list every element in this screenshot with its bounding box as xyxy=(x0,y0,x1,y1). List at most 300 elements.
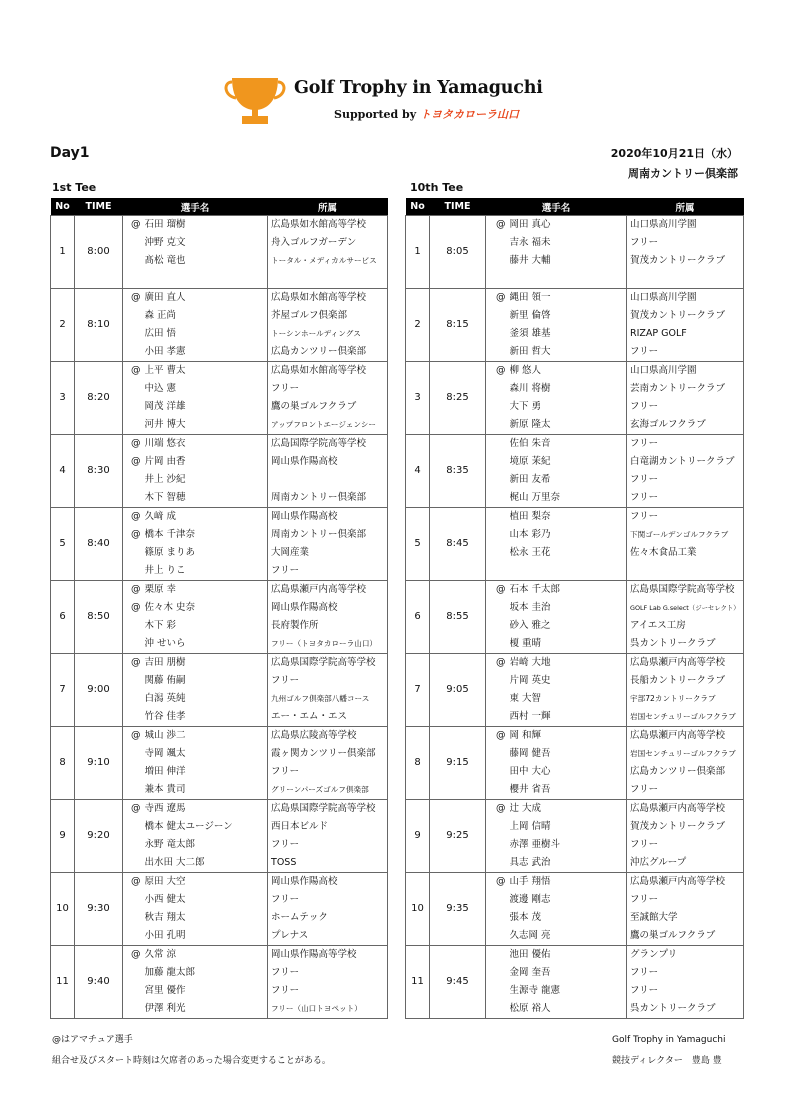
amateur-mark xyxy=(486,927,510,946)
col-no: No xyxy=(51,198,75,216)
player-name: 坂本 圭治 xyxy=(509,602,551,613)
amateur-mark xyxy=(123,252,145,270)
player-name: 関藤 侑嗣 xyxy=(144,675,186,686)
player-affiliation: フリー xyxy=(268,891,388,909)
amateur-mark xyxy=(123,617,145,635)
tee-time: 8:15 xyxy=(430,289,486,362)
amateur-mark xyxy=(123,781,145,800)
player-name: 岡田 真心 xyxy=(510,216,627,235)
player-row xyxy=(51,654,388,673)
group-number: 9 xyxy=(51,800,75,873)
tee-time: 9:20 xyxy=(75,800,123,873)
player-affiliation: 九州ゴルフ倶楽部八幡コース xyxy=(268,690,388,708)
amateur-mark xyxy=(123,818,145,836)
player-name: 寺西 遼馬 xyxy=(145,800,268,819)
player-affiliation: 呉カントリークラブ xyxy=(627,1000,744,1019)
player-name: 寺岡 颯太 xyxy=(144,748,186,759)
amateur-mark xyxy=(486,270,510,289)
amateur-mark xyxy=(123,270,145,289)
trophy-icon xyxy=(222,72,288,126)
player-affiliation: アップフロントエージェンシー xyxy=(268,416,388,435)
player-row xyxy=(51,435,388,454)
player-name: 新里 倫啓 xyxy=(509,310,551,321)
player-name: 田中 大心 xyxy=(509,766,551,777)
player-name: 木下 彩 xyxy=(144,620,177,631)
event-title: Golf Trophy in Yamaguchi xyxy=(294,78,543,98)
group-number: 5 xyxy=(51,508,75,581)
player-name: 大下 勇 xyxy=(509,401,542,412)
col-time: TIME xyxy=(75,198,123,216)
player-affiliation: フリー xyxy=(627,964,744,982)
player-affiliation: 岡山県作陽高校 xyxy=(268,453,388,471)
amateur-mark xyxy=(486,599,510,617)
amateur-mark xyxy=(123,343,145,362)
player-name: 境原 茉紀 xyxy=(509,456,551,467)
amateur-mark xyxy=(123,708,145,727)
player-affiliation: 広島県如水館高等学校 xyxy=(268,289,388,308)
player-affiliation: 賀茂カントリークラブ xyxy=(627,818,744,836)
group-number: 2 xyxy=(51,289,75,362)
player-name xyxy=(510,562,627,581)
player-name: 生源寺 龍憲 xyxy=(509,985,561,996)
player-name: 新田 哲大 xyxy=(510,343,627,362)
player-name: 上岡 信晴 xyxy=(509,821,551,832)
player-affiliation: 呉カントリークラブ xyxy=(627,635,744,654)
tee-time: 9:05 xyxy=(430,654,486,727)
group-number: 2 xyxy=(406,289,430,362)
player-name: 河井 博大 xyxy=(145,416,268,435)
group-number: 1 xyxy=(406,216,430,289)
tee-time: 9:35 xyxy=(430,873,486,946)
tee10-label: 10th Tee xyxy=(410,181,464,194)
amateur-mark: @ xyxy=(123,800,145,819)
player-affiliation: 下関ゴールデンゴルフクラブ xyxy=(627,526,744,544)
player-affiliation: 広島国際学院高等学校 xyxy=(268,435,388,454)
amateur-mark xyxy=(123,690,145,708)
amateur-mark: @ xyxy=(486,362,510,381)
player-name: 沖野 克文 xyxy=(144,237,186,248)
player-name: 新田 友希 xyxy=(509,474,551,485)
col-no: No xyxy=(406,198,430,216)
event-date: 2020年10月21日（水） xyxy=(610,147,738,160)
amateur-mark: @ xyxy=(486,727,510,746)
group-number: 9 xyxy=(406,800,430,873)
player-name: 篠原 まりあ xyxy=(144,547,196,558)
amateur-mark: @ xyxy=(123,581,145,600)
player-row xyxy=(51,727,388,746)
tee-time: 9:00 xyxy=(75,654,123,727)
amateur-mark xyxy=(123,471,145,489)
player-name: 片岡 由香 xyxy=(144,456,186,467)
player-name: 赤澤 亜樹斗 xyxy=(509,839,561,850)
footer-notes xyxy=(52,1030,331,1072)
player-affiliation: フリー xyxy=(268,380,388,398)
player-row xyxy=(406,873,744,892)
amateur-mark xyxy=(486,453,510,471)
player-affiliation: グランプリ xyxy=(627,946,744,965)
player-name: 橋本 健太ユージーン xyxy=(144,821,233,832)
player-affiliation: 芥屋ゴルフ倶楽部 xyxy=(268,307,388,325)
amateur-mark xyxy=(123,398,145,416)
player-affiliation: 岡山県作陽高校 xyxy=(268,599,388,617)
player-name: 秋吉 翔太 xyxy=(144,912,186,923)
player-affiliation: プレナス xyxy=(268,927,388,946)
player-affiliation: フリー（トヨタカローラ山口） xyxy=(268,635,388,654)
player-affiliation: フリー xyxy=(268,964,388,982)
player-affiliation: 岩国センチュリーゴルフクラブ xyxy=(627,745,744,763)
player-affiliation: フリー xyxy=(268,763,388,781)
player-affiliation: 大岡産業 xyxy=(268,544,388,562)
amateur-mark xyxy=(486,508,510,527)
player-affiliation: 山口県高川学園 xyxy=(627,289,744,308)
amateur-mark xyxy=(486,635,510,654)
player-name: 久志岡 亮 xyxy=(510,927,627,946)
amateur-mark xyxy=(486,836,510,854)
player-affiliation: 岩国センチュリーゴルフクラブ xyxy=(627,708,744,727)
player-affiliation: 岡山県作陽高校 xyxy=(268,508,388,527)
amateur-mark: @ xyxy=(486,216,510,235)
player-affiliation: 山口県高川学園 xyxy=(627,362,744,381)
player-affiliation: エー・エム・エス xyxy=(268,708,388,727)
player-name xyxy=(510,270,627,289)
tee-time: 8:50 xyxy=(75,581,123,654)
player-affiliation: フリー xyxy=(627,343,744,362)
player-row xyxy=(51,362,388,381)
player-name: 佐伯 朱音 xyxy=(510,435,627,454)
day-label: Day1 xyxy=(50,145,90,161)
player-affiliation: 白竜湖カントリークラブ xyxy=(627,453,744,471)
player-name: 小西 健太 xyxy=(144,894,186,905)
group-number: 4 xyxy=(51,435,75,508)
amateur-mark: @ xyxy=(486,581,510,600)
player-affiliation: 舟入ゴルフガーデン xyxy=(268,234,388,252)
player-row xyxy=(51,289,388,308)
player-name: 小田 孔明 xyxy=(145,927,268,946)
amateur-mark: @ xyxy=(486,289,510,308)
col-affiliation: 所属 xyxy=(627,198,744,216)
amateur-mark xyxy=(486,818,510,836)
player-affiliation: 広島県広陵高等学校 xyxy=(268,727,388,746)
amateur-mark: @ xyxy=(123,654,145,673)
group-number: 6 xyxy=(51,581,75,654)
player-name: 山手 翔悟 xyxy=(510,873,627,892)
player-name: 森 正尚 xyxy=(144,310,177,321)
player-affiliation: フリー xyxy=(268,672,388,690)
group-number: 11 xyxy=(406,946,430,1019)
player-name: 加藤 龍太郎 xyxy=(144,967,196,978)
player-name: 上平 曹太 xyxy=(145,362,268,381)
group-number: 8 xyxy=(51,727,75,800)
player-row xyxy=(406,216,744,235)
player-affiliation: 賀茂カントリークラブ xyxy=(627,307,744,325)
player-row xyxy=(406,435,744,454)
player-affiliation: 広島カンツリー倶楽部 xyxy=(268,343,388,362)
player-name: 藤井 大輔 xyxy=(509,255,551,266)
player-affiliation: 鷹の巣ゴルフクラブ xyxy=(627,927,744,946)
player-affiliation: 沖広グループ xyxy=(627,854,744,873)
player-affiliation: RIZAP GOLF xyxy=(627,325,744,343)
player-name: 具志 武治 xyxy=(510,854,627,873)
player-name: 岡茂 洋雄 xyxy=(144,401,186,412)
player-name: 宮里 優作 xyxy=(144,985,186,996)
tee-time: 8:35 xyxy=(430,435,486,508)
player-row xyxy=(51,800,388,819)
player-name: 新原 隆太 xyxy=(510,416,627,435)
player-name: 吉田 朋樹 xyxy=(145,654,268,673)
group-number: 10 xyxy=(51,873,75,946)
player-affiliation: 広島県瀬戸内高等学校 xyxy=(627,873,744,892)
player-name: 中込 憲 xyxy=(144,383,177,394)
player-affiliation: フリー xyxy=(268,562,388,581)
player-affiliation xyxy=(268,270,388,289)
player-affiliation xyxy=(627,562,744,581)
player-affiliation: 広島県瀬戸内高等学校 xyxy=(268,581,388,600)
org-name: Golf Trophy in Yamaguchi xyxy=(612,1035,726,1045)
player-affiliation: 広島県如水館高等学校 xyxy=(268,216,388,235)
amateur-mark xyxy=(486,617,510,635)
player-name: 東 大智 xyxy=(509,693,542,704)
player-name: 柳 悠人 xyxy=(510,362,627,381)
col-affiliation: 所属 xyxy=(268,198,388,216)
player-name: 西村 一輝 xyxy=(510,708,627,727)
group-number: 10 xyxy=(406,873,430,946)
tee-time: 9:15 xyxy=(430,727,486,800)
player-affiliation: 玄海ゴルフクラブ xyxy=(627,416,744,435)
player-affiliation: 宇部72カントリークラブ xyxy=(627,690,744,708)
amateur-mark: @ xyxy=(123,289,145,308)
amateur-mark xyxy=(486,435,510,454)
amateur-mark xyxy=(486,781,510,800)
player-name: 松永 王花 xyxy=(509,547,551,558)
player-affiliation: フリー xyxy=(627,489,744,508)
player-affiliation: 広島県如水館高等学校 xyxy=(268,362,388,381)
player-affiliation: 広島県瀬戸内高等学校 xyxy=(627,654,744,673)
player-affiliation: 山口県高川学園 xyxy=(627,216,744,235)
amateur-mark xyxy=(123,763,145,781)
player-affiliation: フリー xyxy=(627,435,744,454)
amateur-mark xyxy=(123,909,145,927)
player-name: 栗原 幸 xyxy=(145,581,268,600)
player-name: 川端 悠衣 xyxy=(145,435,268,454)
tee-time: 8:05 xyxy=(430,216,486,289)
player-name: 森川 将樹 xyxy=(509,383,551,394)
group-number: 1 xyxy=(51,216,75,289)
player-affiliation: フリー xyxy=(627,781,744,800)
player-affiliation: フリー xyxy=(627,508,744,527)
col-time: TIME xyxy=(430,198,486,216)
amateur-mark xyxy=(123,854,145,873)
amateur-mark: @ xyxy=(131,529,141,540)
player-affiliation: 広島県国際学院高等学校 xyxy=(268,800,388,819)
player-affiliation: 賀茂カントリークラブ xyxy=(627,252,744,270)
player-affiliation: GOLF Lab G.select（ジーセレクト） xyxy=(627,599,744,617)
amateur-mark xyxy=(123,307,145,325)
amateur-mark: @ xyxy=(486,873,510,892)
player-row xyxy=(406,508,744,527)
player-affiliation: 広島県瀬戸内高等学校 xyxy=(627,800,744,819)
group-number: 5 xyxy=(406,508,430,581)
amateur-mark xyxy=(486,708,510,727)
tee10-table xyxy=(405,198,744,1019)
amateur-mark xyxy=(486,380,510,398)
player-name: 吉永 福未 xyxy=(509,237,551,248)
amateur-mark xyxy=(486,745,510,763)
player-name: 広田 悟 xyxy=(144,328,177,339)
player-name: 櫻井 省吾 xyxy=(510,781,627,800)
amateur-mark: @ xyxy=(123,727,145,746)
amateur-mark xyxy=(486,672,510,690)
player-affiliation: 西日本ビルド xyxy=(268,818,388,836)
tee-time: 8:00 xyxy=(75,216,123,289)
amateur-mark xyxy=(123,562,145,581)
change-note: 組合せ及びスタート時刻は欠席者のあった場合変更することがある。 xyxy=(52,1056,331,1066)
amateur-mark xyxy=(123,380,145,398)
tee-time: 8:55 xyxy=(430,581,486,654)
venue-name: 周南カントリー倶楽部 xyxy=(628,167,738,180)
date-venue xyxy=(611,144,738,184)
amateur-mark xyxy=(486,964,510,982)
amateur-mark: @ xyxy=(131,602,141,613)
player-name: 廣田 直人 xyxy=(145,289,268,308)
player-name: 岩崎 大地 xyxy=(510,654,627,673)
amateur-mark xyxy=(486,234,510,252)
player-name: 久﨑 成 xyxy=(145,508,268,527)
player-affiliation: フリー xyxy=(627,398,744,416)
amateur-mark xyxy=(123,745,145,763)
group-number: 7 xyxy=(51,654,75,727)
player-name: 久常 涼 xyxy=(145,946,268,965)
player-name: 釜須 雄基 xyxy=(509,328,551,339)
player-name: 増田 伸洋 xyxy=(144,766,186,777)
player-affiliation: 至誠館大学 xyxy=(627,909,744,927)
player-affiliation: 佐々木食品工業 xyxy=(627,544,744,562)
player-name: 石本 千太郎 xyxy=(510,581,627,600)
amateur-mark xyxy=(486,252,510,270)
amateur-mark xyxy=(486,471,510,489)
table-header xyxy=(406,198,744,216)
player-affiliation: トータル・メディカルサービス xyxy=(268,252,388,270)
player-name: 井上 沙紀 xyxy=(144,474,186,485)
player-row xyxy=(51,946,388,965)
amateur-mark xyxy=(486,307,510,325)
player-row xyxy=(406,581,744,600)
player-name: 竹谷 佳孝 xyxy=(145,708,268,727)
group-number: 3 xyxy=(406,362,430,435)
player-name: 沖 せいら xyxy=(145,635,268,654)
player-name: 出水田 大二郎 xyxy=(145,854,268,873)
tee-time: 8:10 xyxy=(75,289,123,362)
player-name: 松原 裕人 xyxy=(510,1000,627,1019)
amateur-mark: @ xyxy=(123,435,145,454)
amateur-mark xyxy=(486,489,510,508)
amateur-mark xyxy=(123,544,145,562)
sponsor-line xyxy=(334,106,519,122)
player-name: 石田 瑠樹 xyxy=(145,216,268,235)
player-name: 兼本 貴司 xyxy=(145,781,268,800)
amateur-mark xyxy=(486,343,510,362)
player-name: 植田 梨奈 xyxy=(510,508,627,527)
player-affiliation xyxy=(627,270,744,289)
tee-time: 8:20 xyxy=(75,362,123,435)
player-affiliation: 長船カントリークラブ xyxy=(627,672,744,690)
player-affiliation: 広島県瀬戸内高等学校 xyxy=(627,727,744,746)
player-affiliation: フリー（山口トヨペット） xyxy=(268,1000,388,1019)
amateur-mark xyxy=(486,690,510,708)
group-number: 8 xyxy=(406,727,430,800)
amateur-mark xyxy=(123,635,145,654)
amateur-mark xyxy=(123,416,145,435)
player-affiliation: 周南カントリー倶楽部 xyxy=(268,526,388,544)
player-name: 木下 智穂 xyxy=(145,489,268,508)
amateur-mark xyxy=(486,909,510,927)
amateur-mark: @ xyxy=(123,508,145,527)
amateur-mark: @ xyxy=(486,654,510,673)
footer-org xyxy=(612,1030,726,1072)
player-affiliation: 広島県国際学院高等学校 xyxy=(268,654,388,673)
player-name: 渡邊 剛志 xyxy=(509,894,551,905)
amateur-mark xyxy=(486,854,510,873)
player-row xyxy=(406,362,744,381)
table-header xyxy=(51,198,388,216)
player-name: 榎 重晴 xyxy=(510,635,627,654)
player-row xyxy=(51,581,388,600)
tee-time: 9:25 xyxy=(430,800,486,873)
tee-time: 9:45 xyxy=(430,946,486,1019)
sponsor-name: トヨタカローラ山口 xyxy=(419,108,519,121)
tee-time: 8:25 xyxy=(430,362,486,435)
player-affiliation: アイエス工房 xyxy=(627,617,744,635)
player-affiliation: 鷹の巣ゴルフクラブ xyxy=(268,398,388,416)
player-name: 原田 大空 xyxy=(145,873,268,892)
player-row xyxy=(406,800,744,819)
amateur-mark xyxy=(123,1000,145,1019)
player-affiliation: ホームテック xyxy=(268,909,388,927)
player-name: 片岡 英史 xyxy=(509,675,551,686)
player-affiliation: トーシンホールディングス xyxy=(268,325,388,343)
player-name: 山本 彩乃 xyxy=(509,529,551,540)
player-affiliation xyxy=(268,471,388,489)
group-number: 4 xyxy=(406,435,430,508)
amateur-mark xyxy=(486,544,510,562)
player-affiliation: 広島県国際学院高等学校 xyxy=(627,581,744,600)
player-name: 岡 和輝 xyxy=(510,727,627,746)
director-name: 競技ディレクター 豊島 豊 xyxy=(612,1056,722,1066)
tee-time: 8:40 xyxy=(75,508,123,581)
amateur-mark xyxy=(123,964,145,982)
group-number: 3 xyxy=(51,362,75,435)
player-affiliation: フリー xyxy=(627,471,744,489)
player-affiliation: 広島カンツリー倶楽部 xyxy=(627,763,744,781)
player-affiliation: TOSS xyxy=(268,854,388,873)
col-player: 選手名 xyxy=(486,198,627,216)
player-name: 小田 孝憲 xyxy=(145,343,268,362)
amateur-mark: @ xyxy=(123,362,145,381)
tee-time: 9:10 xyxy=(75,727,123,800)
player-name: 城山 渉二 xyxy=(145,727,268,746)
amateur-mark xyxy=(123,234,145,252)
amateur-mark xyxy=(123,672,145,690)
player-affiliation: グリーンパーズゴルフ倶楽部 xyxy=(268,781,388,800)
player-affiliation: 周南カントリー倶楽部 xyxy=(268,489,388,508)
player-affiliation: フリー xyxy=(627,891,744,909)
amateur-mark xyxy=(486,398,510,416)
amateur-mark xyxy=(123,927,145,946)
player-name: 白潟 英純 xyxy=(144,693,186,704)
amateur-mark xyxy=(486,891,510,909)
group-number: 6 xyxy=(406,581,430,654)
player-affiliation: 長府製作所 xyxy=(268,617,388,635)
amateur-mark xyxy=(123,325,145,343)
